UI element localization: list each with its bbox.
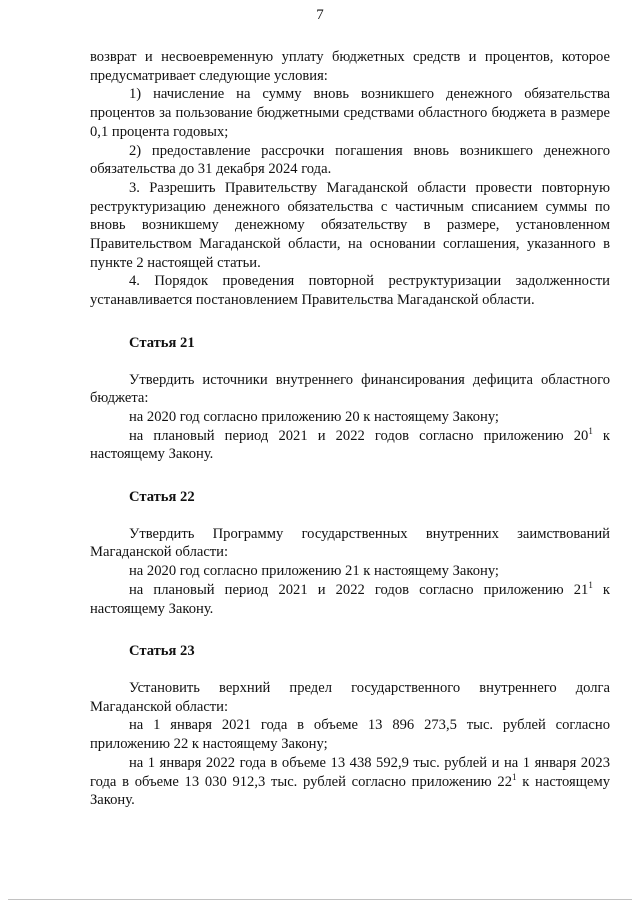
article-21-item-2-text: на плановый период 2021 и 2022 годов согласно приложению 20	[129, 427, 589, 444]
article-22-item-2	[90, 581, 610, 618]
article-22-item-2-tail: к настоящему Закону.	[90, 581, 610, 617]
article-22-intro: Утвердить Программу государственных внутренних заимствований Магаданской области:	[90, 525, 610, 561]
article-23-item-1: на 1 января 2021 года в объеме 13 896 273,5 тыс. рублей согласно приложению 22 к настоящему Закону;	[90, 717, 610, 753]
article-22-item-1: на 2020 год согласно приложению 21 к настоящему Закону;	[129, 563, 499, 580]
article-21-item-2	[90, 427, 610, 464]
article-21-title: Статья 21	[129, 334, 195, 351]
article-23-intro: Установить верхний предел государственного внутреннего долга Магаданской области:	[90, 679, 610, 715]
paragraph-clause-4: 4. Порядок проведения повторной реструктуризации задолженности устанавливается постановлением Правительства Магаданской области.	[90, 273, 610, 309]
article-22-item-2-text: на плановый период 2021 и 2022 годов согласно приложению 21	[129, 581, 589, 598]
article-23-title: Статья 23	[129, 643, 195, 660]
article-23-item-2	[90, 754, 610, 810]
paragraph-clause-3: 3. Разрешить Правительству Магаданской области провести повторную реструктуризацию денежного обязательства с частичным списанием суммы по вновь возникшему денежному обязательству в размере, установленном Правительством Магаданской области, на основании соглашения, указанного в пункте 2 настоящей статьи.	[90, 179, 610, 271]
page-bottom-edge	[8, 899, 632, 900]
article-22-title: Статья 22	[129, 489, 195, 506]
article-21-item-2-superscript: 1	[588, 425, 593, 436]
article-23-item-2-text: на 1 января 2022 года в объеме 13 438 592,9 тыс. рублей и на 1 января 2023 года в объеме 13 030 912,3 тыс. рублей согласно приложению 22	[90, 754, 610, 790]
document-body	[90, 48, 610, 810]
article-23-item-2-superscript: 1	[512, 771, 517, 782]
article-23-item-2-tail: к настоящему Закону.	[90, 773, 610, 809]
article-22-item-2-superscript: 1	[588, 580, 593, 591]
article-21-item-2-tail: к настоящему Закону.	[90, 427, 610, 463]
article-21-intro: Утвердить источники внутреннего финансирования дефицита областного бюджета:	[90, 371, 610, 407]
paragraph-condition-2: 2) предоставление рассрочки погашения вновь возникшего денежного обязательства до 31 декабря 2024 года.	[90, 142, 610, 178]
article-21-item-1: на 2020 год согласно приложению 20 к настоящему Закону;	[129, 408, 499, 425]
paragraph-continuation: возврат и несвоевременную уплату бюджетных средств и процентов, которое предусматривает следующие условия:	[90, 49, 610, 84]
paragraph-condition-1: 1) начисление на сумму вновь возникшего денежного обязательства процентов за пользование бюджетными средствами областного бюджета в размере 0,1 процента годовых;	[90, 86, 610, 140]
page-number: 7	[316, 7, 324, 23]
